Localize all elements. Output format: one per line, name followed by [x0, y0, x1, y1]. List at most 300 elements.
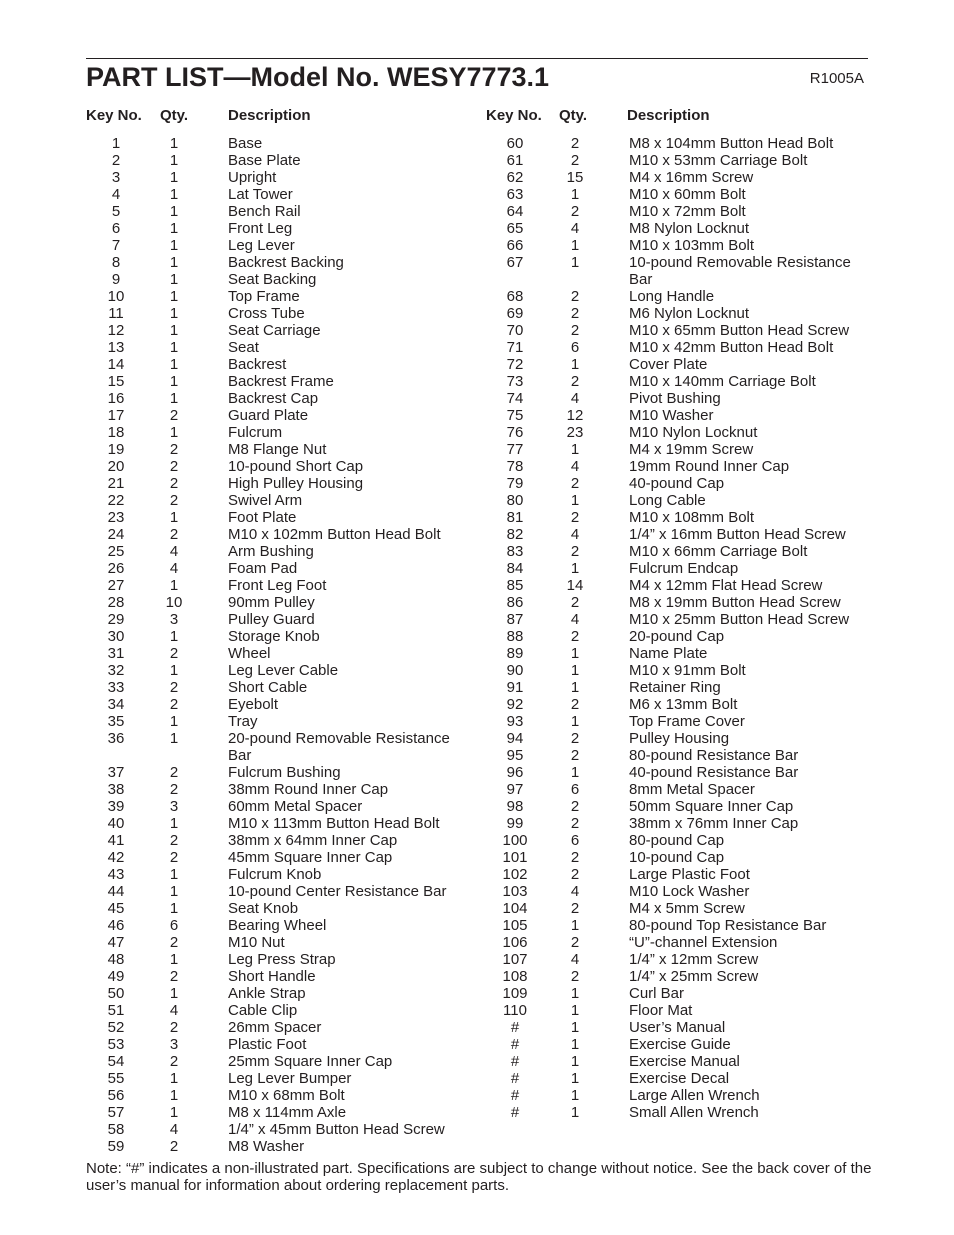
part-row: 91 1 Retainer Ring	[495, 679, 575, 696]
part-description: Fulcrum Endcap	[629, 560, 739, 577]
part-row: 24 2 M10 x 102mm Button Head Bolt	[96, 526, 174, 543]
part-key-no: 73	[506, 373, 524, 390]
part-row: 36 1 20-pound Removable Resistance Bar	[96, 730, 174, 764]
part-key-no: #	[510, 1019, 520, 1036]
part-description: Seat Knob	[228, 900, 299, 917]
part-key-no: 104	[502, 900, 528, 917]
part-key-no: 89	[506, 645, 524, 662]
part-description: Upright	[228, 169, 277, 186]
part-key-no: 60	[506, 135, 524, 152]
part-key-no: 108	[502, 968, 528, 985]
part-description: Floor Mat	[629, 1002, 693, 1019]
part-description: 80-pound Resistance Bar	[629, 747, 799, 764]
part-description: Curl Bar	[629, 985, 685, 1002]
part-description: M10 x 91mm Bolt	[629, 662, 746, 679]
part-row: 99 2 38mm x 76mm Inner Cap	[495, 815, 575, 832]
part-key-no: 50	[107, 985, 125, 1002]
part-description: M4 x 16mm Screw	[629, 169, 754, 186]
part-description: M10 Nylon Locknut	[629, 424, 758, 441]
part-description: M8 x 114mm Axle	[228, 1104, 347, 1121]
part-description: M10 x 108mm Bolt	[629, 509, 755, 526]
part-description: 40-pound Cap	[629, 475, 725, 492]
part-key-no: 110	[503, 1002, 527, 1019]
part-description: Leg Press Strap	[228, 951, 336, 968]
part-row: 93 1 Top Frame Cover	[495, 713, 575, 730]
part-row: 74 4 Pivot Bushing	[495, 390, 575, 407]
part-description: 8mm Metal Spacer	[629, 781, 755, 798]
part-key-no: 40	[107, 815, 125, 832]
part-description: 10-pound Cap	[629, 849, 725, 866]
part-row: 17 2 Guard Plate	[96, 407, 174, 424]
part-key-no: 78	[506, 458, 524, 475]
part-description: Pivot Bushing	[629, 390, 721, 407]
part-row: 8 1 Backrest Backing	[96, 254, 174, 271]
part-key-no: 2	[111, 152, 121, 169]
part-key-no: 56	[107, 1087, 125, 1104]
part-key-no: 49	[107, 968, 125, 985]
part-key-no: 100	[502, 832, 528, 849]
part-row: 100 6 80-pound Cap	[495, 832, 575, 849]
part-row: 16 1 Backrest Cap	[96, 390, 174, 407]
part-row: # 1 User’s Manual	[495, 1019, 575, 1036]
part-description: Exercise Decal	[629, 1070, 730, 1087]
part-row: 26 4 Foam Pad	[96, 560, 174, 577]
part-row: 85 14 M4 x 12mm Flat Head Screw	[495, 577, 575, 594]
part-row: 46 6 Bearing Wheel	[96, 917, 174, 934]
part-description: M10 x 140mm Carriage Bolt	[629, 373, 816, 390]
part-description: 19mm Round Inner Cap	[629, 458, 790, 475]
part-description: 38mm x 76mm Inner Cap	[629, 815, 799, 832]
part-row: 28 10 90mm Pulley	[96, 594, 174, 611]
page-title: PART LIST—Model No. WESY7773.1	[86, 62, 550, 92]
part-row: 83 2 M10 x 66mm Carriage Bolt	[495, 543, 575, 560]
part-row: 56 1 M10 x 68mm Bolt	[96, 1087, 174, 1104]
part-key-no: 55	[107, 1070, 125, 1087]
part-key-no: 64	[506, 203, 524, 220]
part-key-no: 21	[107, 475, 125, 492]
part-description: M8 x 19mm Button Head Screw	[629, 594, 841, 611]
part-description: M10 x 25mm Button Head Screw	[629, 611, 850, 628]
part-key-no: 61	[506, 152, 524, 169]
part-key-no: 18	[107, 424, 125, 441]
part-description: 90mm Pulley	[228, 594, 315, 611]
part-key-no: 75	[506, 407, 524, 424]
part-key-no: 63	[506, 186, 524, 203]
part-row: 35 1 Tray	[96, 713, 174, 730]
part-description: Ankle Strap	[228, 985, 306, 1002]
part-row: 6 1 Front Leg	[96, 220, 174, 237]
part-description: Name Plate	[629, 645, 708, 662]
part-description: Eyebolt	[228, 696, 279, 713]
part-key-no: 68	[506, 288, 524, 305]
part-row: 61 2 M10 x 53mm Carriage Bolt	[495, 152, 575, 169]
part-row: 33 2 Short Cable	[96, 679, 174, 696]
part-key-no: 30	[107, 628, 125, 645]
part-row: # 1 Exercise Manual	[495, 1053, 575, 1070]
part-key-no: 28	[107, 594, 125, 611]
part-row: 47 2 M10 Nut	[96, 934, 174, 951]
part-key-no: 46	[107, 917, 125, 934]
part-row: 110 1 Floor Mat	[495, 1002, 575, 1019]
part-description: M10 x 53mm Carriage Bolt	[629, 152, 808, 169]
part-row: 69 2 M6 Nylon Locknut	[495, 305, 575, 322]
part-key-no: 65	[506, 220, 524, 237]
part-description: Lat Tower	[228, 186, 293, 203]
part-description: 1/4” x 25mm Screw	[629, 968, 759, 985]
part-key-no: 96	[506, 764, 524, 781]
part-description: Cross Tube	[228, 305, 305, 322]
part-key-no: 26	[107, 560, 125, 577]
part-key-no: #	[510, 1104, 520, 1121]
part-row: 71 6 M10 x 42mm Button Head Bolt	[495, 339, 575, 356]
document-code: R1005A	[809, 70, 864, 87]
part-description: Bearing Wheel	[228, 917, 327, 934]
part-description: Backrest Frame	[228, 373, 334, 390]
part-description: 38mm x 64mm Inner Cap	[228, 832, 398, 849]
part-row: 54 2 25mm Square Inner Cap	[96, 1053, 174, 1070]
part-description: Pulley Guard	[228, 611, 315, 628]
part-key-no: 90	[506, 662, 524, 679]
part-key-no: 42	[107, 849, 125, 866]
part-row: 80 1 Long Cable	[495, 492, 575, 509]
part-description: M10 x 66mm Carriage Bolt	[629, 543, 808, 560]
part-key-no: 72	[506, 356, 524, 373]
part-key-no: 86	[506, 594, 524, 611]
part-description: Seat	[228, 339, 259, 356]
part-description: Foot Plate	[228, 509, 297, 526]
part-row: 44 1 10-pound Center Resistance Bar	[96, 883, 174, 900]
part-description: M10 x 113mm Button Head Bolt	[228, 815, 440, 832]
part-key-no: 70	[506, 322, 524, 339]
part-description: 40-pound Resistance Bar	[629, 764, 799, 781]
part-key-no: 87	[506, 611, 524, 628]
part-key-no: 85	[506, 577, 524, 594]
part-key-no: 66	[506, 237, 524, 254]
part-row: 3 1 Upright	[96, 169, 174, 186]
part-row: 59 2 M8 Washer	[96, 1138, 174, 1155]
part-key-no: 79	[506, 475, 524, 492]
part-description: Swivel Arm	[228, 492, 303, 509]
part-description: High Pulley Housing	[228, 475, 364, 492]
part-row: 21 2 High Pulley Housing	[96, 475, 174, 492]
part-description: Base Plate	[228, 152, 301, 169]
part-description: 26mm Spacer	[228, 1019, 322, 1036]
part-key-no: 3	[111, 169, 121, 186]
part-row: 25 4 Arm Bushing	[96, 543, 174, 560]
part-description: M8 Flange Nut	[228, 441, 327, 458]
part-key-no: 92	[506, 696, 524, 713]
part-description: Seat Backing	[228, 271, 317, 288]
part-row: 88 2 20-pound Cap	[495, 628, 575, 645]
part-description: M10 x 65mm Button Head Screw	[629, 322, 850, 339]
part-description: Arm Bushing	[228, 543, 314, 560]
part-key-no: 102	[502, 866, 528, 883]
part-row: # 1 Exercise Guide	[495, 1036, 575, 1053]
part-row: 48 1 Leg Press Strap	[96, 951, 174, 968]
part-key-no: 59	[107, 1138, 125, 1155]
part-description: M10 x 103mm Bolt	[629, 237, 755, 254]
part-key-no: 106	[502, 934, 528, 951]
part-row: 77 1 M4 x 19mm Screw	[495, 441, 575, 458]
part-key-no: 45	[107, 900, 125, 917]
part-row: 22 2 Swivel Arm	[96, 492, 174, 509]
part-row: 60 2 M8 x 104mm Button Head Bolt	[495, 135, 575, 152]
part-description: Bench Rail	[228, 203, 301, 220]
part-description: M10 x 60mm Bolt	[629, 186, 746, 203]
part-key-no: 9	[111, 271, 121, 288]
part-row: 64 2 M10 x 72mm Bolt	[495, 203, 575, 220]
part-key-no: 82	[506, 526, 524, 543]
header-description-right: Description	[627, 107, 710, 124]
part-key-no: 52	[107, 1019, 125, 1036]
part-row: 89 1 Name Plate	[495, 645, 575, 662]
part-description: 10-pound Removable Resistance Bar	[629, 254, 851, 288]
part-key-no: 74	[506, 390, 524, 407]
part-description: M10 Washer	[629, 407, 714, 424]
part-row: 1 1 Base	[96, 135, 174, 152]
part-description: Top Frame	[228, 288, 300, 305]
part-description: 1/4” x 16mm Button Head Screw	[629, 526, 846, 543]
footnote: Note: “#” indicates a non-illustrated part. Specifications are subject to change without notice. See the back cover of the user’s manual for information about ordering replacement parts.	[86, 1160, 872, 1194]
part-row: 30 1 Storage Knob	[96, 628, 174, 645]
part-key-no: 39	[107, 798, 125, 815]
part-row: # 1 Small Allen Wrench	[495, 1104, 575, 1121]
part-key-no: #	[510, 1036, 520, 1053]
part-row: 20 2 10-pound Short Cap	[96, 458, 174, 475]
part-row: 72 1 Cover Plate	[495, 356, 575, 373]
part-row: 5 1 Bench Rail	[96, 203, 174, 220]
part-row: 19 2 M8 Flange Nut	[96, 441, 174, 458]
part-row: 68 2 Long Handle	[495, 288, 575, 305]
part-description: 25mm Square Inner Cap	[228, 1053, 393, 1070]
part-key-no: 43	[107, 866, 125, 883]
part-row: 63 1 M10 x 60mm Bolt	[495, 186, 575, 203]
part-description: Base	[228, 135, 263, 152]
part-description: 1/4” x 12mm Screw	[629, 951, 759, 968]
part-description: Fulcrum	[228, 424, 283, 441]
part-key-no: 99	[506, 815, 524, 832]
part-row: 107 4 1/4” x 12mm Screw	[495, 951, 575, 968]
part-description: Backrest Backing	[228, 254, 344, 271]
part-row: 87 4 M10 x 25mm Button Head Screw	[495, 611, 575, 628]
part-description: M8 Nylon Locknut	[629, 220, 750, 237]
part-key-no: 69	[506, 305, 524, 322]
part-key-no: 22	[107, 492, 125, 509]
part-key-no: 10	[107, 288, 125, 305]
part-row: 62 15 M4 x 16mm Screw	[495, 169, 575, 186]
part-description: 50mm Square Inner Cap	[629, 798, 794, 815]
part-key-no: 15	[107, 373, 125, 390]
part-row: 4 1 Lat Tower	[96, 186, 174, 203]
part-row: 67 1 10-pound Removable Resistance Bar	[495, 254, 575, 288]
part-description: M6 Nylon Locknut	[629, 305, 750, 322]
part-key-no: 57	[107, 1104, 125, 1121]
part-row: 98 2 50mm Square Inner Cap	[495, 798, 575, 815]
part-key-no: 29	[107, 611, 125, 628]
part-key-no: 103	[502, 883, 528, 900]
part-description: 1/4” x 45mm Button Head Screw	[228, 1121, 445, 1138]
part-description: M10 Lock Washer	[629, 883, 750, 900]
part-row: 53 3 Plastic Foot	[96, 1036, 174, 1053]
part-key-no: 7	[111, 237, 121, 254]
part-row: 102 2 Large Plastic Foot	[495, 866, 575, 883]
part-row: 103 4 M10 Lock Washer	[495, 883, 575, 900]
part-row: 27 1 Front Leg Foot	[96, 577, 174, 594]
part-description: Short Cable	[228, 679, 308, 696]
part-description: Large Plastic Foot	[629, 866, 750, 883]
part-key-no: 25	[107, 543, 125, 560]
part-key-no: 41	[107, 832, 125, 849]
part-description: M4 x 5mm Screw	[629, 900, 745, 917]
part-row: 23 1 Foot Plate	[96, 509, 174, 526]
header-key-no-right: Key No.	[486, 107, 542, 124]
part-key-no: 58	[107, 1121, 125, 1138]
header-qty-left: Qty.	[160, 107, 189, 124]
part-key-no: 51	[107, 1002, 125, 1019]
part-row: 84 1 Fulcrum Endcap	[495, 560, 575, 577]
part-key-no: 94	[506, 730, 524, 747]
part-description: Tray	[228, 713, 258, 730]
part-key-no: 13	[107, 339, 125, 356]
part-row: 29 3 Pulley Guard	[96, 611, 174, 628]
part-description: Guard Plate	[228, 407, 309, 424]
part-key-no: 35	[107, 713, 125, 730]
part-description: Storage Knob	[228, 628, 320, 645]
part-row: 70 2 M10 x 65mm Button Head Screw	[495, 322, 575, 339]
part-row: 37 2 Fulcrum Bushing	[96, 764, 174, 781]
part-key-no: 88	[506, 628, 524, 645]
part-description: Leg Lever Cable	[228, 662, 339, 679]
header-qty-right: Qty.	[559, 107, 588, 124]
part-description: Backrest	[228, 356, 287, 373]
part-row: 52 2 26mm Spacer	[96, 1019, 174, 1036]
part-row: 106 2 “U”-channel Extension	[495, 934, 575, 951]
part-row: 78 4 19mm Round Inner Cap	[495, 458, 575, 475]
part-row: 9 1 Seat Backing	[96, 271, 174, 288]
part-description: 60mm Metal Spacer	[228, 798, 363, 815]
part-key-no: 107	[502, 951, 528, 968]
part-description: Wheel	[228, 645, 271, 662]
part-row: 108 2 1/4” x 25mm Screw	[495, 968, 575, 985]
part-key-no: 83	[506, 543, 524, 560]
part-key-no: 23	[107, 509, 125, 526]
part-row: 58 4 1/4” x 45mm Button Head Screw	[96, 1121, 174, 1138]
part-key-no: 31	[107, 645, 125, 662]
part-description: Retainer Ring	[629, 679, 721, 696]
part-description: Leg Lever	[228, 237, 295, 254]
part-row: 66 1 M10 x 103mm Bolt	[495, 237, 575, 254]
part-row: 31 2 Wheel	[96, 645, 174, 662]
part-description: Foam Pad	[228, 560, 298, 577]
part-row: # 1 Exercise Decal	[495, 1070, 575, 1087]
part-description: M4 x 12mm Flat Head Screw	[629, 577, 823, 594]
part-description: Small Allen Wrench	[629, 1104, 759, 1121]
part-description: 10-pound Short Cap	[228, 458, 364, 475]
part-row: 92 2 M6 x 13mm Bolt	[495, 696, 575, 713]
part-key-no: 62	[506, 169, 524, 186]
part-key-no: 17	[107, 407, 125, 424]
part-key-no: 20	[107, 458, 125, 475]
part-key-no: 76	[506, 424, 524, 441]
part-description: Seat Carriage	[228, 322, 321, 339]
part-row: 65 4 M8 Nylon Locknut	[495, 220, 575, 237]
part-row: 86 2 M8 x 19mm Button Head Screw	[495, 594, 575, 611]
part-description: Plastic Foot	[228, 1036, 307, 1053]
part-key-no: 80	[506, 492, 524, 509]
part-key-no: 4	[111, 186, 121, 203]
part-key-no: 48	[107, 951, 125, 968]
part-description: User’s Manual	[629, 1019, 726, 1036]
part-description: 20-pound Cap	[629, 628, 725, 645]
part-row: 2 1 Base Plate	[96, 152, 174, 169]
part-row: 7 1 Leg Lever	[96, 237, 174, 254]
part-row: 76 23 M10 Nylon Locknut	[495, 424, 575, 441]
part-key-no: 5	[111, 203, 121, 220]
part-description: Front Leg Foot	[228, 577, 327, 594]
part-description: Cover Plate	[629, 356, 708, 373]
part-description: Fulcrum Bushing	[228, 764, 341, 781]
part-key-no: 105	[502, 917, 528, 934]
part-description: 10-pound Center Resistance Bar	[228, 883, 447, 900]
part-description: Long Cable	[629, 492, 706, 509]
part-key-no: 98	[506, 798, 524, 815]
part-description: Exercise Guide	[629, 1036, 731, 1053]
part-description: Pulley Housing	[629, 730, 730, 747]
part-key-no: 81	[506, 509, 524, 526]
part-row: 42 2 45mm Square Inner Cap	[96, 849, 174, 866]
part-row: 40 1 M10 x 113mm Button Head Bolt	[96, 815, 174, 832]
part-description: Leg Lever Bumper	[228, 1070, 352, 1087]
part-row: 45 1 Seat Knob	[96, 900, 174, 917]
part-row: 75 12 M10 Washer	[495, 407, 575, 424]
part-row: 49 2 Short Handle	[96, 968, 174, 985]
part-key-no: 36	[107, 730, 125, 747]
part-row: 15 1 Backrest Frame	[96, 373, 174, 390]
part-key-no: 34	[107, 696, 125, 713]
part-description: M6 x 13mm Bolt	[629, 696, 738, 713]
part-key-no: 16	[107, 390, 125, 407]
part-key-no: 95	[506, 747, 524, 764]
part-description: Exercise Manual	[629, 1053, 740, 1070]
part-row: 11 1 Cross Tube	[96, 305, 174, 322]
part-key-no: 53	[107, 1036, 125, 1053]
header-key-no-left: Key No.	[86, 107, 142, 124]
part-row: 95 2 80-pound Resistance Bar	[495, 747, 575, 764]
part-key-no: 24	[107, 526, 125, 543]
part-row: 57 1 M8 x 114mm Axle	[96, 1104, 174, 1121]
part-description: 20-pound Removable Resistance Bar	[228, 730, 450, 764]
part-row: 32 1 Leg Lever Cable	[96, 662, 174, 679]
part-row: 79 2 40-pound Cap	[495, 475, 575, 492]
part-key-no: #	[510, 1053, 520, 1070]
part-key-no: 33	[107, 679, 125, 696]
part-row: 81 2 M10 x 108mm Bolt	[495, 509, 575, 526]
part-description: M10 x 72mm Bolt	[629, 203, 746, 220]
part-key-no: 12	[107, 322, 125, 339]
part-key-no: 38	[107, 781, 125, 798]
part-row: 55 1 Leg Lever Bumper	[96, 1070, 174, 1087]
part-row: 34 2 Eyebolt	[96, 696, 174, 713]
part-description: M4 x 19mm Screw	[629, 441, 754, 458]
part-row: 13 1 Seat	[96, 339, 174, 356]
part-key-no: 11	[108, 305, 124, 322]
part-row: 109 1 Curl Bar	[495, 985, 575, 1002]
part-row: 12 1 Seat Carriage	[96, 322, 174, 339]
part-row: 38 2 38mm Round Inner Cap	[96, 781, 174, 798]
part-row: 96 1 40-pound Resistance Bar	[495, 764, 575, 781]
part-description: Front Leg	[228, 220, 293, 237]
part-key-no: 8	[111, 254, 121, 271]
